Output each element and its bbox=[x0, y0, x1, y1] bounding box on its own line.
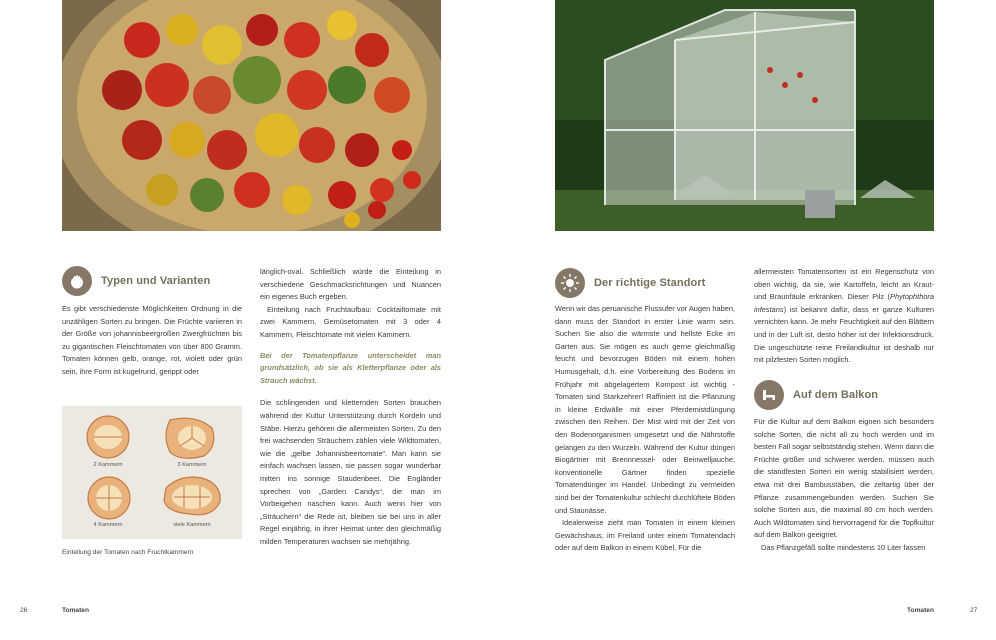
section-heading: Typen und Varianten bbox=[101, 275, 211, 287]
text-column-1 bbox=[62, 303, 242, 379]
sun-icon bbox=[555, 268, 585, 298]
body-paragraph: Für die Kultur auf dem Balkon eignen sich besonders solche Sorten, die nicht all zu hoch werden und im besten Fall sogar selbstständig stehen. Wenn dann die Früchte größer und schwerer werden, müssen auch die standfesten Sorten ein wenig stabilisiert werden, etwa mit drei Bambusstäben, die zeltartig über der Pflanze zusammengebunden werden. Suchen Sie solche Sorten aus, die maximal 80 cm hoch werden. Auch Wildtomaten sind hervorragend für die Topfkultur auf dem Balkon geeignet. bbox=[754, 417, 934, 540]
running-title-right: Tomaten bbox=[907, 607, 934, 614]
diagram-label-viele-kammern: viele Kammern bbox=[173, 522, 211, 528]
body-paragraph: Idealerweise zieht man Tomaten in einem kleinen Gewächshaus, im Freiland unter einem Tomatendach oder auf dem Balkon in einem Kübel. Für die bbox=[555, 518, 735, 553]
text-column-3 bbox=[555, 303, 735, 555]
page-number-right: 27 bbox=[970, 607, 978, 614]
chamber-diagram bbox=[62, 406, 242, 539]
body-paragraph: allermeisten Tomatensorten ist ein Regenschutz von oben wichtig, da sie, wie Kartoffeln, leicht an Kraut- und Braunfäule erkranken. Dieser Pilz (Phytophthora infestans) ist bekannt dafür, dass er ganze Kulturen vernichten kann. Je mehr Feuchtigkeit auf den Blättern und in der Luft ist, desto höher ist der Infektionsdruck. Die ungeschützte reine Freilandkultur ist deshalb nur mit pilzfesten Sorten möglich. bbox=[754, 267, 934, 365]
heading-typen-und-varianten bbox=[62, 266, 210, 296]
page-number-left: 26 bbox=[20, 607, 28, 614]
body-paragraph: Es gibt verschiedenste Möglichkeiten Ordnung in die unzähligen Sorten zu bringen. Die Früchte variieren in der Größe von johannisbeergroßen Zwergfrüchten bis zu gigantischen Fleischtomaten von über 800 Gramm. Tomaten können gelb, orange, rot, violett oder grün sein, ihre Form ist kugelrund, gerippt oder bbox=[62, 304, 242, 376]
greenhouse-photo bbox=[555, 0, 934, 231]
text-column-4b bbox=[754, 416, 934, 555]
tomato-icon bbox=[62, 266, 92, 296]
balcony-chair-icon bbox=[754, 380, 784, 410]
diagram-label-2-kammern: 2 Kammern bbox=[93, 462, 123, 468]
body-paragraph: Das Pflanzgefäß sollte mindestens 10 Liter fassen bbox=[761, 542, 926, 552]
heading-der-richtige-standort bbox=[555, 268, 706, 298]
body-paragraph: Die schlingenden und kletternden Sorten brauchen während der Kultur Unterstützung durch Kordeln und Stäbe. Hierzu gehören die allermeisten Sorten. Zu den frei wachsenden Sträuchern zählen viele Wildtomaten, wie die „gelbe Johannisbeertomate“. Man kann sie einfach wachsen lassen, sie passen sogar wunderbar mitten ins sonnige Staudenbeet. Die Engländer sprechen von „Garden Candys“, die man im Vorbeigehen naschen kann. Auch wenn hier von „Sträuchern“ die Rede ist, bleiben sie bei uns in aller Regel einjährig, in ihrer Heimat unter den gleichmäßig milden Temperaturen wachsen sie mehrjährig. bbox=[260, 398, 441, 546]
section-heading: Auf dem Balkon bbox=[793, 389, 879, 401]
body-paragraph: Einteilung nach Fruchtaufbau: Cocktailtomate mit zwei Kammern, Gemüsetomaten mit 3 oder 4 Kammern, Fleischtomate mit vielen Kammern. bbox=[260, 304, 441, 339]
diagram-caption: Einteilung der Tomaten nach Fruchtkammern bbox=[62, 549, 194, 556]
body-paragraph: Wenn wir das peruanische Flussufer vor Augen haben, dann muss der Standort in erster Linie warm sein. Suchen Sie also die wärmste und hellste Ecke im Garten aus. Sie mögen es auch gerne gleichmäßig feucht und bevorzugen Böden mit einem hohen Humusgehalt, d.h. eine Vorbereitung des Bodens im Frühjahr mit abgelagertem Kompost ist wichtig - Tomaten sind Starkzehrer! Raffiniert ist die Pflanzung in kleine Erdwälle mit einer Pferdemistdüngung zwischen den Reihen. Der Mist wird mit der Zeit von den Bodenorganismen umgesetzt und die Nährstoffe gelangen zu den Wurzeln. Während der Kultur düngen Biogärtner mit Brennnessel- oder Beinwelljauche, konventionelle Gärtner finden spezielle Tomatendünger im Handel. Unbedingt zu vermeiden sind bei der Tomatenkultur schlecht durchlüftete Böden und Staunässe. bbox=[555, 304, 735, 515]
text-column-2 bbox=[260, 266, 441, 548]
running-title-left: Tomaten bbox=[62, 607, 89, 614]
text-column-4 bbox=[754, 266, 934, 367]
diagram-label-3-kammern: 3 Kammern bbox=[177, 462, 207, 468]
heading-auf-dem-balkon bbox=[754, 380, 878, 410]
pull-quote: Bei der Tomatenpflanze unterscheidet man grundsätzlich, ob sie als Kletterpflanze oder als Strauch wächst. bbox=[260, 350, 441, 385]
tomato-basket-photo bbox=[62, 0, 441, 231]
body-paragraph: länglich-oval. Schließlich würde die Einteilung in verschiedene Geschmacksrichtungen und Nuancen ein eigenes Buch ergeben. bbox=[260, 267, 441, 302]
diagram-label-4-kammern: 4 Kammern bbox=[93, 522, 123, 528]
section-heading: Der richtige Standort bbox=[594, 277, 706, 289]
